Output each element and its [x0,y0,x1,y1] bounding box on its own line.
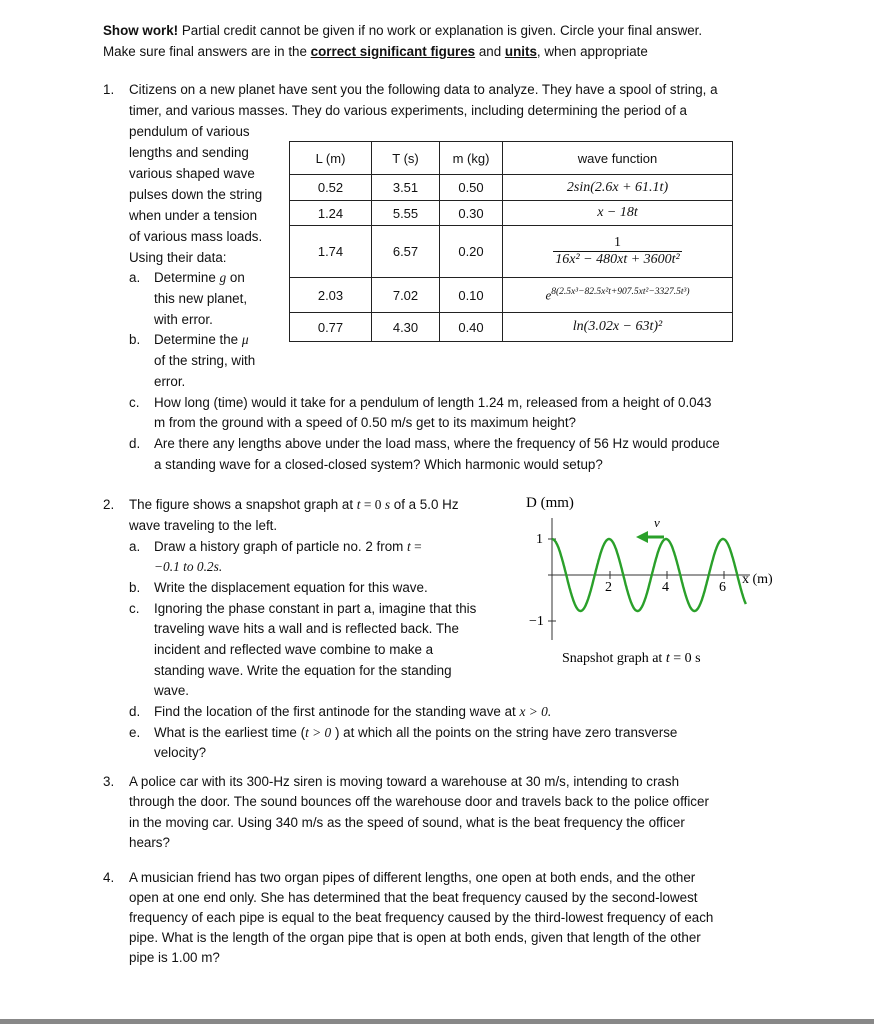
q4-line: open at one end only. She has determined that the beat frequency caused by the second-lowest [129,890,698,905]
q2b-label: b. [129,580,141,595]
q1-line: timer, and various masses. They do various experiments, including determining the period of a [129,103,687,118]
caption-text: = 0 s [669,651,701,666]
cell-length: 1.74 [290,226,372,278]
q1-line: various shaped wave [129,166,255,181]
q2a-line: −0.1 to 0.2s. [154,559,223,574]
q1a-line: this new planet, [154,291,248,306]
cell-mass: 0.40 [440,313,503,342]
q1-line: Citizens on a new planet have sent you the following data to analyze. They have a spool of string, a [129,82,718,97]
q1b-label: b. [129,332,141,347]
instructions-text: , when appropriate [536,44,648,59]
table-row [290,278,733,313]
graph-caption [562,651,701,666]
symbol-t: t [407,539,411,554]
table-row [290,226,733,278]
instructions-text: Make sure final answers are in the [103,44,311,59]
data-table [289,141,733,342]
fraction [553,235,682,268]
cell-mass: 0.20 [440,226,503,278]
q2c-line: incident and reflected wave combine to make a [154,642,434,657]
instructions-text: Partial credit cannot be given if no work or explanation is given. Circle your final answer. [178,23,703,38]
instructions-line-1 [103,23,702,38]
cell-length: 1.24 [290,201,372,226]
q1b-line: of the string, with [154,353,256,368]
q2c-line: traveling wave hits a wall and is reflected back. The [154,621,459,636]
q1a-label: a. [129,270,141,285]
q4-line: A musician friend has two organ pipes of different lengths, one open at both ends, and the other [129,870,696,885]
q2-line: wave traveling to the left. [129,518,278,533]
q1c-label: c. [129,395,140,410]
snapshot-graph [510,490,810,680]
q1b-text: Determine the [154,332,242,347]
cell-period: 7.02 [372,278,440,313]
exp-base: e [545,287,552,303]
velocity-label: v [654,515,660,530]
q1c-line: How long (time) would it take for a pendulum of length 1.24 m, released from a height of 0.043 [154,395,712,410]
q2a-text: Draw a history graph of particle no. 2 from [154,539,408,554]
symbol-s: s [384,497,391,512]
units-emphasis: units [504,44,537,59]
page-bottom-divider [0,1019,874,1024]
q3-line: in the moving car. Using 340 m/s as the speed of sound, what is the beat frequency the officer [129,815,685,830]
q1-line: pendulum of various [129,124,250,139]
cell-length: 0.77 [290,313,372,342]
q2-text: of a 5.0 Hz [390,497,459,512]
q2e-line [154,725,677,741]
q2c-line: Ignoring the phase constant in part a, imagine that this [154,601,477,616]
instructions-line-2 [103,44,648,59]
exp-exponent: 8(2.5x³−82.5x²t+907.5xt²−3327.5t³) [551,286,690,297]
col-header-period: T (s) [372,142,440,175]
q2e-text: ) at which all the points on the string have zero transverse [331,725,678,740]
velocity-arrow-head [636,531,648,543]
symbol-mu: μ [241,332,249,347]
q2-math: = 0 [360,497,385,512]
cell-wave-function: x − 18t [503,201,733,226]
q1b-line [154,332,249,348]
q2d-text: Find the location of the first antinode for the standing wave at [154,704,520,719]
cell-wave-function: ln(3.02x − 63t)² [503,313,733,342]
cell-mass: 0.30 [440,201,503,226]
table-row [290,313,733,342]
q1a-text: on [226,270,245,285]
q1-number: 1. [103,82,115,97]
q2d-line [154,704,551,720]
q2a-label: a. [129,539,141,554]
col-header-wave-function: wave function [503,142,733,175]
cell-length: 2.03 [290,278,372,313]
q2e-math: t > 0 [305,725,332,740]
cell-wave-function [503,226,733,278]
q3-line: hears? [129,835,170,850]
y-tick-label: 1 [536,532,543,547]
q1d-line: a standing wave for a closed-closed system? Which harmonic would setup? [154,457,603,472]
q3-line: A police car with its 300-Hz siren is moving toward a warehouse at 30 m/s, intending to crash [129,774,680,789]
x-axis-label: x (m) [742,572,773,587]
cell-period: 4.30 [372,313,440,342]
fraction-denominator: 16x² − 480xt + 3600t² [555,252,680,267]
caption-text: Snapshot graph at [562,651,666,666]
table-row [290,201,733,226]
cell-period: 3.51 [372,175,440,201]
instructions-text: and [475,44,505,59]
cell-mass: 0.50 [440,175,503,201]
q1-line: of various mass loads. [129,229,263,244]
q1a-line: with error. [154,312,213,327]
q2c-line: wave. [154,683,189,698]
q4-line: pipe. What is the length of the organ pipe that is open at both ends, given that length of the other [129,930,701,945]
q3-number: 3. [103,774,115,789]
q1c-line: m from the ground with a speed of 0.50 m/s get to its maximum height? [154,415,577,430]
q2-text: The figure shows a snapshot graph at [129,497,357,512]
q2c-label: c. [129,601,140,616]
q2e-label: e. [129,725,141,740]
q2a-math: = [410,539,422,554]
show-work-label: Show work! [103,23,179,38]
q3-line: through the door. The sound bounces off the warehouse door and travels back to the police officer [129,794,709,809]
q4-number: 4. [103,870,115,885]
q4-line: frequency of each pipe is equal to the beat frequency caused by the third-lowest frequency of each [129,910,714,925]
cell-period: 6.57 [372,226,440,278]
q4-line: pipe is 1.00 m? [129,950,220,965]
q2d-math: x > 0. [519,704,552,719]
col-header-length: L (m) [290,142,372,175]
q2-number: 2. [103,497,115,512]
y-axis-label: D (mm) [526,495,574,511]
cell-length: 0.52 [290,175,372,201]
col-header-mass: m (kg) [440,142,503,175]
q1d-label: d. [129,436,141,451]
q2e-line: velocity? [154,745,207,760]
q1b-line: error. [154,374,186,389]
q2d-label: d. [129,704,141,719]
x-tick-label: 4 [662,580,669,595]
cell-mass: 0.10 [440,278,503,313]
q1a-line [154,270,245,286]
x-tick-label: 2 [605,580,612,595]
q2a-line [154,539,422,555]
caption-t: t [665,651,670,666]
cell-wave-function: 2sin(2.6x + 61.1t) [503,175,733,201]
q1-line: Using their data: [129,250,227,265]
q2b-line: Write the displacement equation for this wave. [154,580,428,595]
q2e-text: What is the earliest time ( [154,725,306,740]
table-row [290,175,733,201]
q1-line: lengths and sending [129,145,249,160]
symbol-g: g [219,270,227,285]
y-tick-label: −1 [529,614,544,629]
x-tick-label: 6 [719,580,726,595]
q1-line: when under a tension [129,208,258,223]
table-header-row [290,142,733,175]
symbol-t: t [356,497,361,512]
sig-fig-emphasis: correct significant figures [310,44,476,59]
q1d-line: Are there any lengths above under the load mass, where the frequency of 56 Hz would produce [154,436,720,451]
cell-period: 5.55 [372,201,440,226]
q1-line: pulses down the string [129,187,263,202]
q2c-line: standing wave. Write the equation for the standing [154,663,452,678]
cell-wave-function [503,278,733,313]
q2-line [129,497,459,513]
q1a-text: Determine [154,270,220,285]
fraction-numerator: 1 [553,235,682,252]
